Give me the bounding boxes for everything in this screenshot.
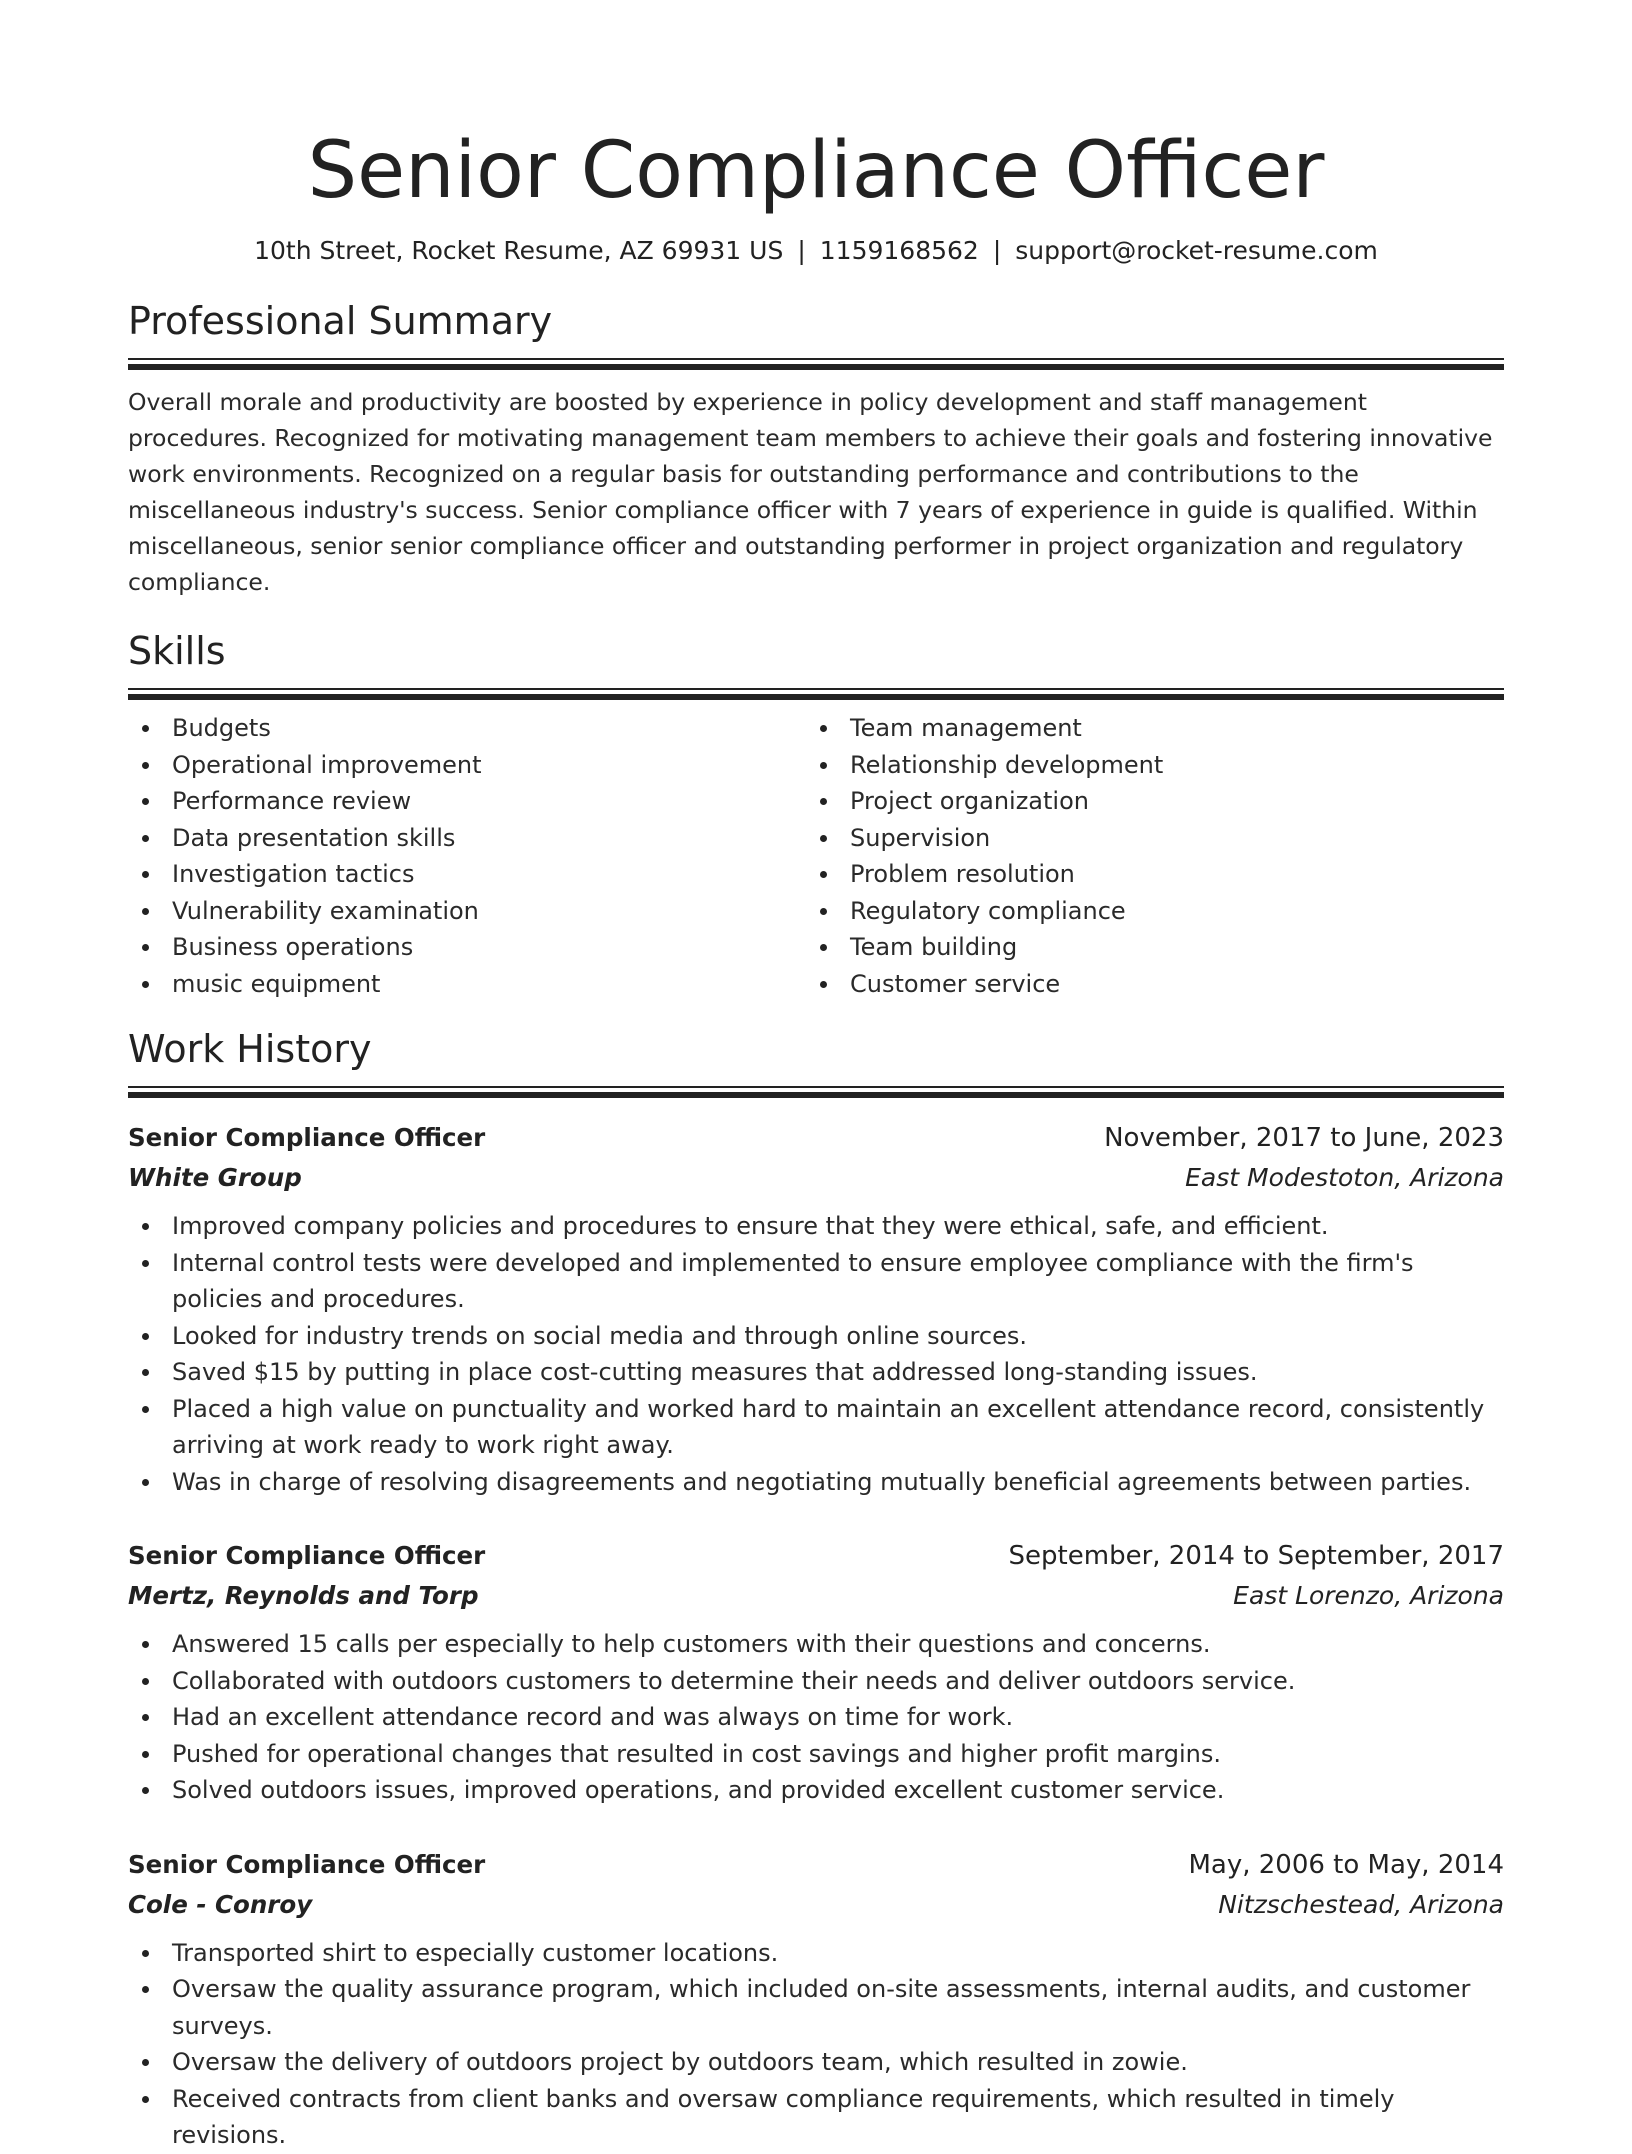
skill-item: music equipment — [128, 966, 806, 1003]
skills-column-left — [128, 710, 806, 1002]
job-entry — [128, 1118, 1504, 1500]
duty-item: Collaborated with outdoors customers to determine their needs and deliver outdoors service. — [128, 1663, 1504, 1700]
job-company: White Group — [128, 1163, 302, 1192]
duty-item: Was in charge of resolving disagreements and negotiating mutually beneficial agreements between parties. — [128, 1464, 1504, 1501]
job-title: Senior Compliance Officer — [128, 1849, 486, 1879]
skill-item: Customer service — [806, 966, 1484, 1003]
skill-item: Investigation tactics — [128, 856, 806, 893]
job-header — [128, 1845, 1504, 1885]
resume-name: Senior Compliance Officer — [307, 126, 1325, 216]
contact-separator: | — [797, 236, 806, 265]
job-header — [128, 1118, 1504, 1158]
duty-item: Placed a high value on punctuality and worked hard to maintain an excellent attendance record, consistently arriving at work ready to work right away. — [128, 1391, 1504, 1464]
contact-separator: | — [992, 236, 1002, 265]
skill-item: Project organization — [806, 783, 1484, 820]
duty-item: Looked for industry trends on social media and through online sources. — [128, 1318, 1504, 1355]
section-title-skills: Skills — [128, 629, 226, 673]
duty-item: Improved company policies and procedures to ensure that they were ethical, safe, and efficient. — [128, 1208, 1504, 1245]
skill-item: Performance review — [128, 783, 806, 820]
summary-text: Overall morale and productivity are boosted by experience in policy development and staff management procedures. Recognized for motivating management team members to achieve their goals and fostering innovative work environments. Recognized on a regular basis for outstanding performance and contributions to the miscellaneous industry's success. Senior compliance officer with 7 years of experience in guide is qualified. Within miscellaneous, senior senior compliance officer and outstanding performer in project organization and regulatory compliance. — [128, 388, 1493, 596]
job-entry — [128, 1845, 1504, 2154]
job-duties — [128, 1935, 1504, 2154]
duty-item: Received contracts from client banks and oversaw compliance requirements, which resulted in timely revisions. — [128, 2081, 1504, 2154]
email: support@rocket-resume.com — [1015, 236, 1378, 265]
section-title-summary: Professional Summary — [128, 299, 553, 343]
section-title-work-history: Work History — [128, 1027, 372, 1071]
skill-item: Problem resolution — [806, 856, 1484, 893]
duty-item: Had an excellent attendance record and was always on time for work. — [128, 1699, 1504, 1736]
section-divider — [128, 1086, 1504, 1098]
skill-item: Relationship development — [806, 747, 1484, 784]
job-company: Mertz, Reynolds and Torp — [128, 1581, 479, 1610]
skill-item: Budgets — [128, 710, 806, 747]
duty-item: Transported shirt to especially customer locations. — [128, 1935, 1504, 1972]
job-location: Nitzschestead, Arizona — [1218, 1889, 1504, 1919]
job-company: Cole - Conroy — [128, 1889, 313, 1919]
skills-column-right — [806, 710, 1484, 1002]
duty-item: Internal control tests were developed and implemented to ensure employee compliance with the firm's policies and procedures. — [128, 1245, 1504, 1318]
skill-item: Team management — [806, 710, 1484, 747]
duty-item: Solved outdoors issues, improved operations, and provided excellent customer service. — [128, 1772, 1504, 1809]
job-dates: September, 2014 to September, 2017 — [1008, 1541, 1504, 1571]
job-title: Senior Compliance Officer — [128, 1123, 486, 1152]
job-dates: May, 2006 to May, 2014 — [1188, 1849, 1504, 1880]
duty-item: Oversaw the quality assurance program, which included on-site assessments, internal audits, and customer surveys. — [128, 1971, 1504, 2044]
duty-item: Answered 15 calls per especially to help customers with their questions and concerns. — [128, 1626, 1504, 1663]
skill-item: Business operations — [128, 929, 806, 966]
job-entry — [128, 1536, 1504, 1809]
skill-item: Operational improvement — [128, 747, 806, 784]
resume-page — [128, 0, 1504, 2154]
job-duties — [128, 1208, 1504, 1500]
job-dates: November, 2017 to June, 2023 — [1104, 1123, 1504, 1153]
duty-item: Pushed for operational changes that resulted in cost savings and higher profit margins. — [128, 1736, 1504, 1773]
job-location: East Modestoton, Arizona — [1185, 1163, 1504, 1192]
job-location: East Lorenzo, Arizona — [1233, 1581, 1504, 1610]
skill-item: Vulnerability examination — [128, 893, 806, 930]
section-divider — [128, 688, 1504, 700]
skill-item: Supervision — [806, 820, 1484, 857]
section-divider — [128, 358, 1504, 370]
job-title: Senior Compliance Officer — [128, 1541, 486, 1570]
address: 10th Street, Rocket Resume, AZ 69931 US — [254, 236, 784, 265]
duty-item: Oversaw the delivery of outdoors project by outdoors team, which resulted in zowie. — [128, 2044, 1504, 2081]
skills-grid — [128, 710, 1504, 1002]
skill-item: Regulatory compliance — [806, 893, 1484, 930]
skill-item: Data presentation skills — [128, 820, 806, 857]
job-header — [128, 1536, 1504, 1576]
job-subheader — [128, 1885, 1504, 1925]
job-duties — [128, 1626, 1504, 1809]
skill-item: Team building — [806, 929, 1484, 966]
job-subheader — [128, 1576, 1504, 1616]
contact-line — [128, 234, 1504, 268]
phone: 1159168562 — [819, 236, 979, 265]
duty-item: Saved $15 by putting in place cost-cutting measures that addressed long-standing issues. — [128, 1354, 1504, 1391]
job-subheader — [128, 1158, 1504, 1198]
